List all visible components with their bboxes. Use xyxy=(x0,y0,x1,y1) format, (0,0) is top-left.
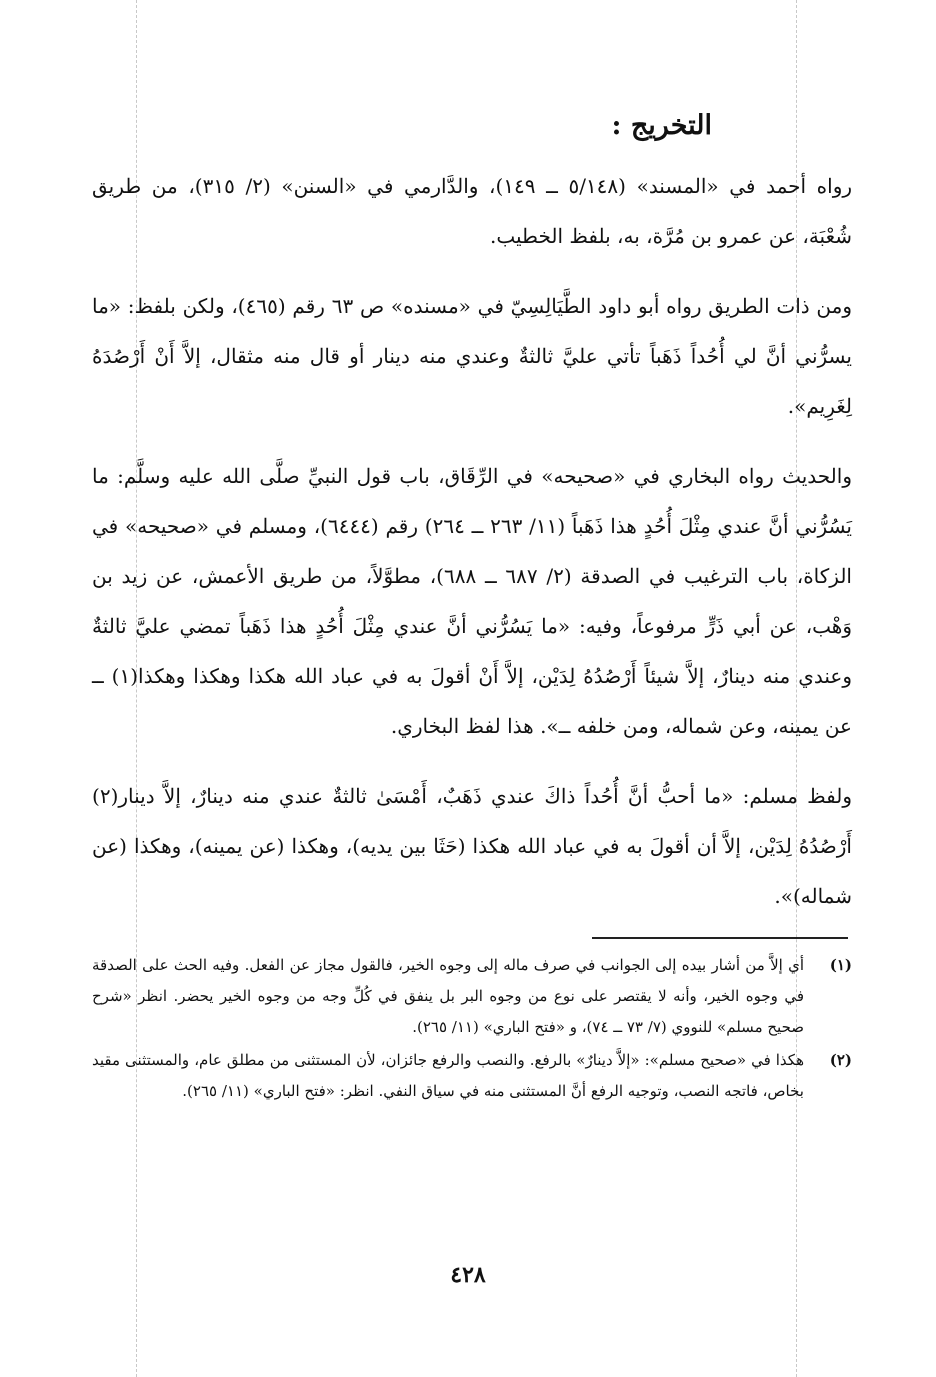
paragraph-3: والحديث رواه البخاري في «صحيحه» في الرِّقَاق، باب قول النبيِّ صلَّى الله عليه وسلَّم: ما يَسُرُّني أنَّ عندي مِثْلَ أُحُدٍ هذا ذَهَباً (١١/ ٢٦٣ ــ ٢٦٤) رقم (٦٤٤٤)، ومسلم في «صحيحه» في الزكاة، باب الترغيب في الصدقة (٢/ ٦٨٧ ــ ٦٨٨)، مطوَّلاً، من طريق الأعمش، عن زيد بن وَهْب، عن أبي ذَرٍّ مرفوعاً، وفيه: «ما يَسُرُّني أنَّ عندي مِثْلَ أُحُدٍ هذا ذَهَباً تمضي عليَّ ثالثةٌ وعندي منه دينارٌ، إلاَّ شيئاً أَرْصُدُهُ لِدَيْن، إلاَّ أَنْ أقولَ به في عباد الله هكذا وهكذا وهكذا(١) ــ عن يمينه، وعن شماله، ومن خلفه ــ». هذا لفظ البخاري. xyxy=(92,464,852,738)
page-number: ٤٢٨ xyxy=(450,1262,486,1288)
footnote-1 xyxy=(92,950,852,1043)
footnote-text: هكذا في «صحيح مسلم»: «إلاَّ دينارٌ» بالرفع. والنصب والرفع جائزان، لأن المستثنى من مطلق عام، والمستثنى مقيد بخاص، فاتجه النصب، وتوجيه الرفع أنَّ المستثنى منه في سياق النفي. انظر: «فتح الباري» (١١/ ٢٦٥). xyxy=(92,1051,804,1100)
paragraph-1: رواه أحمد في «المسند» (٥/١٤٨ ــ ١٤٩)، والدَّارمي في «السنن» (٢/ ٣١٥)، من طريق شُعْبَة، عن عمرو بن مُرَّة، به، بلفظ الخطيب. xyxy=(92,174,853,248)
paragraph-4: ولفظ مسلم: «ما أحبُّ أنَّ أُحُداً ذاكَ عندي ذَهَبٌ، أَمْسَىٰ ثالثةٌ عندي منه دينارٌ، إلاَّ دينار(٢) أَرْصُدُهُ لِدَيْن، إلاَّ أن أقولَ به في عباد الله هكذا (حَثَا بين يديه)، وهكذا (عن يمينه)، وهكذا (عن شماله)». xyxy=(92,784,852,908)
footnotes xyxy=(92,950,852,1109)
section-heading: التخريج : xyxy=(611,110,712,141)
main-text xyxy=(92,110,852,941)
paragraph-2: ومن ذات الطريق رواه أبو داود الطَّيَالِسِيّ في «مسنده» ص ٦٣ رقم (٤٦٥)، ولكن بلفظ: «ما يسرُّني أنَّ لي أُحُداً ذَهَباً تأتي عليَّ ثالثةٌ وعندي منه دينار أو قال منه مثقال، إلاَّ أَنْ أَرْصُدَهُ لِغَرِيم». xyxy=(92,294,853,418)
footnote-text: أي إلاَّ من أشار بيده إلى الجوانب في صرف ماله إلى وجوه الخير، فالقول مجاز عن الفعل. وفيه الحث على الصدقة في وجوه الخير، وأنه لا يقتصر على نوع من وجوه البر بل ينفق في كُلِّ وجه من وجوه الخير يحضر. انظر «شرح صحيح مسلم» للنووي (٧/ ٧٣ ــ ٧٤)، و «فتح الباري» (١١/ ٢٦٥). xyxy=(92,956,804,1036)
footnote-separator xyxy=(592,937,848,939)
footnote-2 xyxy=(92,1045,852,1107)
footnote-number: (١) xyxy=(829,956,852,974)
footnote-number: (٢) xyxy=(829,1051,852,1069)
